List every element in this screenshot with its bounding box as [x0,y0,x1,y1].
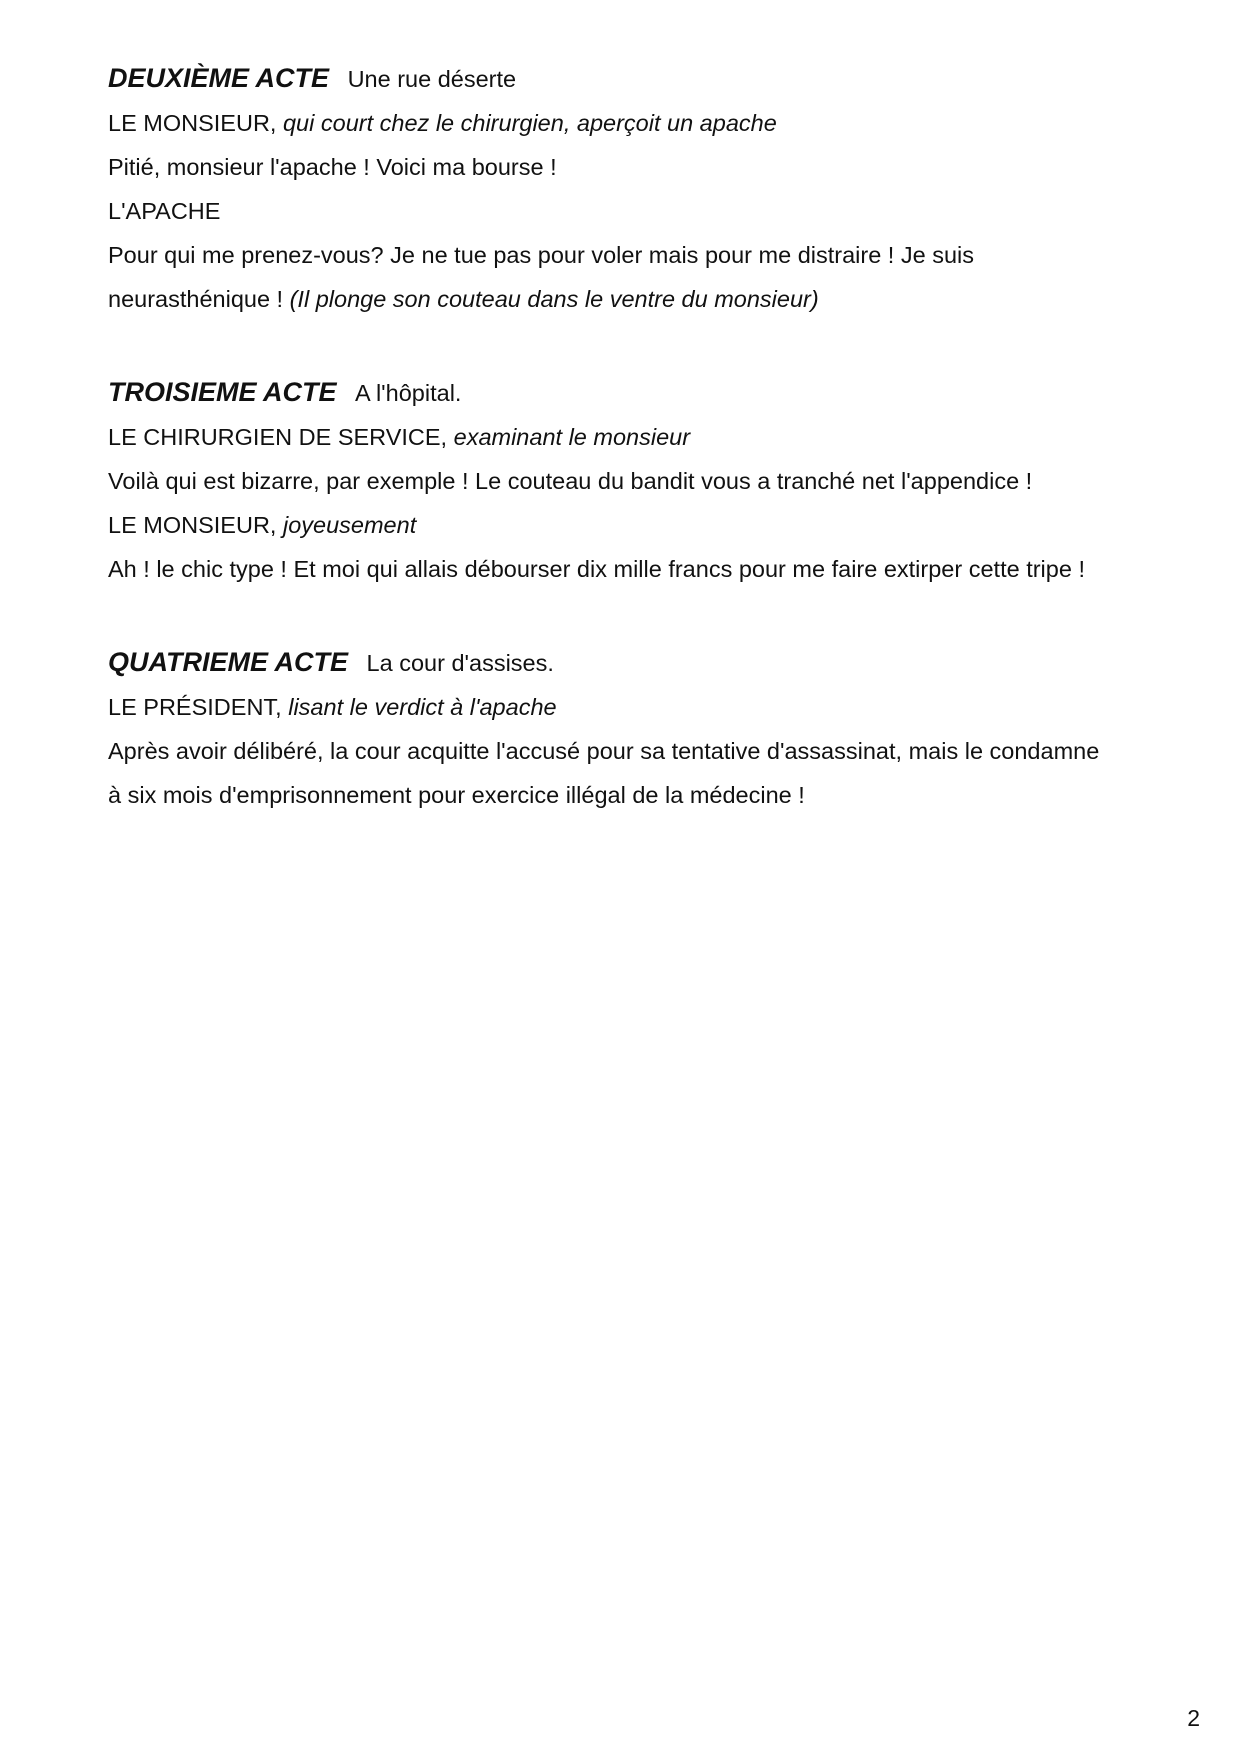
stage-direction: (Il plonge son couteau dans le ventre du monsieur) [289,286,819,312]
dialogue-line: Après avoir délibéré, la cour acquitte l'accusé pour sa tentative d'assassinat, mais le condamne [108,738,1100,764]
act-heading: TROISIEME ACTE [108,377,337,407]
act-heading-line [108,56,1188,101]
act-troisieme [108,370,1188,591]
dialogue-line: Pour qui me prenez-vous? Je ne tue pas pour voler mais pour me distraire ! Je suis [108,242,975,268]
speaker-line [108,503,1188,547]
stage-direction: lisant le verdict à l'apache [281,694,557,720]
dialogue-line: Voilà qui est bizarre, par exemple ! Le couteau du bandit vous a tranché net l'appendice ! [108,468,1033,494]
act-setting: La cour d'assises. [366,650,554,676]
act-deuxieme [108,56,1188,321]
speaker-name: LE MONSIEUR, [108,110,277,136]
act-setting: A l'hôpital. [355,380,462,406]
act-heading-line [108,640,1188,685]
speaker-line [108,189,1188,233]
speaker-name: LE CHIRURGIEN DE SERVICE, [108,424,448,450]
speaker-name: L'APACHE [108,198,221,224]
act-heading: DEUXIÈME ACTE [108,63,330,93]
act-heading: QUATRIEME ACTE [108,647,348,677]
dialogue-line: à six mois d'emprisonnement pour exercice illégal de la médecine ! [108,782,805,808]
stage-direction: qui court chez le chirurgien, aperçoit un apache [276,110,777,136]
dialogue-line: Pitié, monsieur l'apache ! Voici ma bourse ! [108,154,557,180]
act-heading-line [108,370,1188,415]
document-body [108,56,1188,817]
dialogue-text: neurasthénique ! [108,286,290,312]
dialogue-line: Ah ! le chic type ! Et moi qui allais débourser dix mille francs pour me faire extirper cette tripe ! [108,556,1085,582]
act-setting: Une rue déserte [347,66,517,92]
speaker-line [108,415,1188,459]
speaker-line [108,101,1188,145]
page-number: 2 [1187,1705,1200,1731]
stage-direction: joyeusement [276,512,417,538]
speaker-name: LE MONSIEUR, [108,512,277,538]
act-quatrieme [108,640,1188,817]
stage-direction: examinant le monsieur [447,424,691,450]
speaker-name: LE PRÉSIDENT, [108,694,282,720]
speaker-line [108,685,1188,729]
dialogue-line [108,277,1188,321]
